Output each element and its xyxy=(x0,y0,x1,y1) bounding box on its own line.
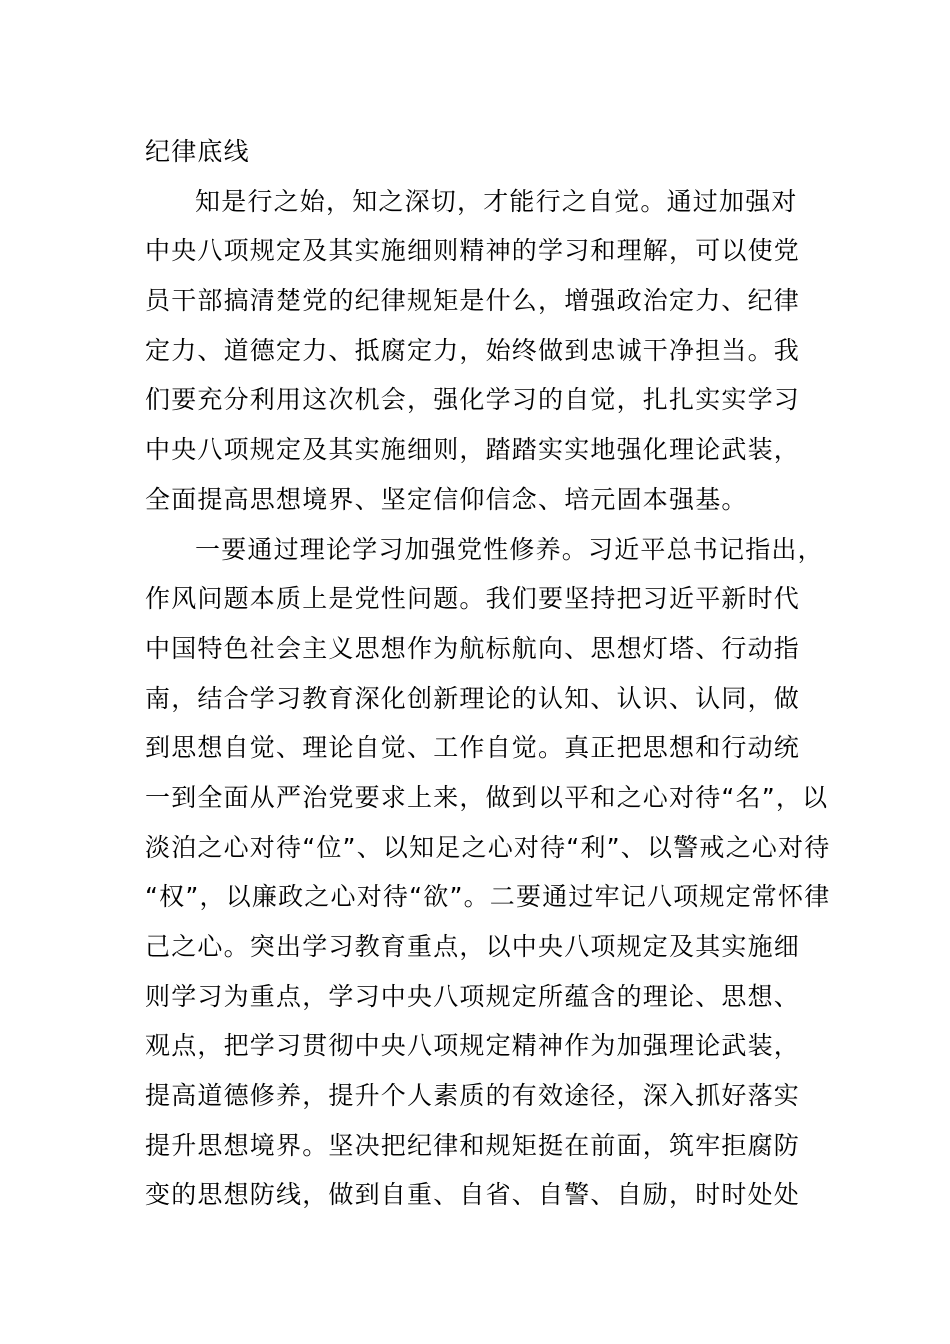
text-line: 员干部搞清楚党的纪律规矩是什么，增强政治定力、纪律 xyxy=(145,286,801,316)
body-text xyxy=(145,127,845,1220)
text-line: 全面提高思想境界、坚定信仰信念、培元固本强基。 xyxy=(145,484,748,514)
text-line: 纪律底线 xyxy=(145,137,250,166)
paragraph-first-line: 一要通过理论学习加强党性修养。习近平总书记指出， xyxy=(195,534,824,564)
text-line: 一到全面从严治党要求上来，做到以平和之心对待“名”，以 xyxy=(145,782,829,812)
text-line: 则学习为重点，学习中央八项规定所蕴含的理论、思想、 xyxy=(145,981,801,1011)
text-line: 己之心。突出学习教育重点，以中央八项规定及其实施细 xyxy=(145,932,801,961)
text-line: 作风问题本质上是党性问题。我们要坚持把习近平新时代 xyxy=(145,584,801,614)
text-line: 定力、道德定力、抵腐定力，始终做到忠诚干净担当。我 xyxy=(145,335,801,365)
text-line: “权”，以廉政之心对待“欲”。二要通过牢记八项规定常怀律 xyxy=(145,882,831,912)
text-line: 淡泊之心对待“位”、以知足之心对待“利”、以警戒之心对待 xyxy=(145,832,831,862)
text-line: 到思想自觉、理论自觉、工作自觉。真正把思想和行动统 xyxy=(145,733,801,763)
text-line: 中央八项规定及其实施细则精神的学习和理解，可以使党 xyxy=(145,236,801,266)
text-line: 中国特色社会主义思想作为航标航向、思想灯塔、行动指 xyxy=(145,633,801,663)
paragraph-first-line: 知是行之始，知之深切，才能行之自觉。通过加强对 xyxy=(195,186,798,216)
text-line: 提升思想境界。坚决把纪律和规矩挺在前面，筑牢拒腐防 xyxy=(145,1130,801,1160)
text-line: 提高道德修养，提升个人素质的有效途径，深入抓好落实 xyxy=(145,1081,801,1111)
text-line: 南，结合学习教育深化创新理论的认知、认识、认同，做 xyxy=(145,683,801,713)
text-line: 们要充分利用这次机会，强化学习的自觉，扎扎实实学习 xyxy=(145,385,801,415)
text-line: 中央八项规定及其实施细则，踏踏实实地强化理论武装， xyxy=(145,435,801,465)
text-line: 观点，把学习贯彻中央八项规定精神作为加强理论武装， xyxy=(145,1031,801,1061)
text-line: 变的思想防线，做到自重、自省、自警、自励，时时处处 xyxy=(145,1180,801,1210)
